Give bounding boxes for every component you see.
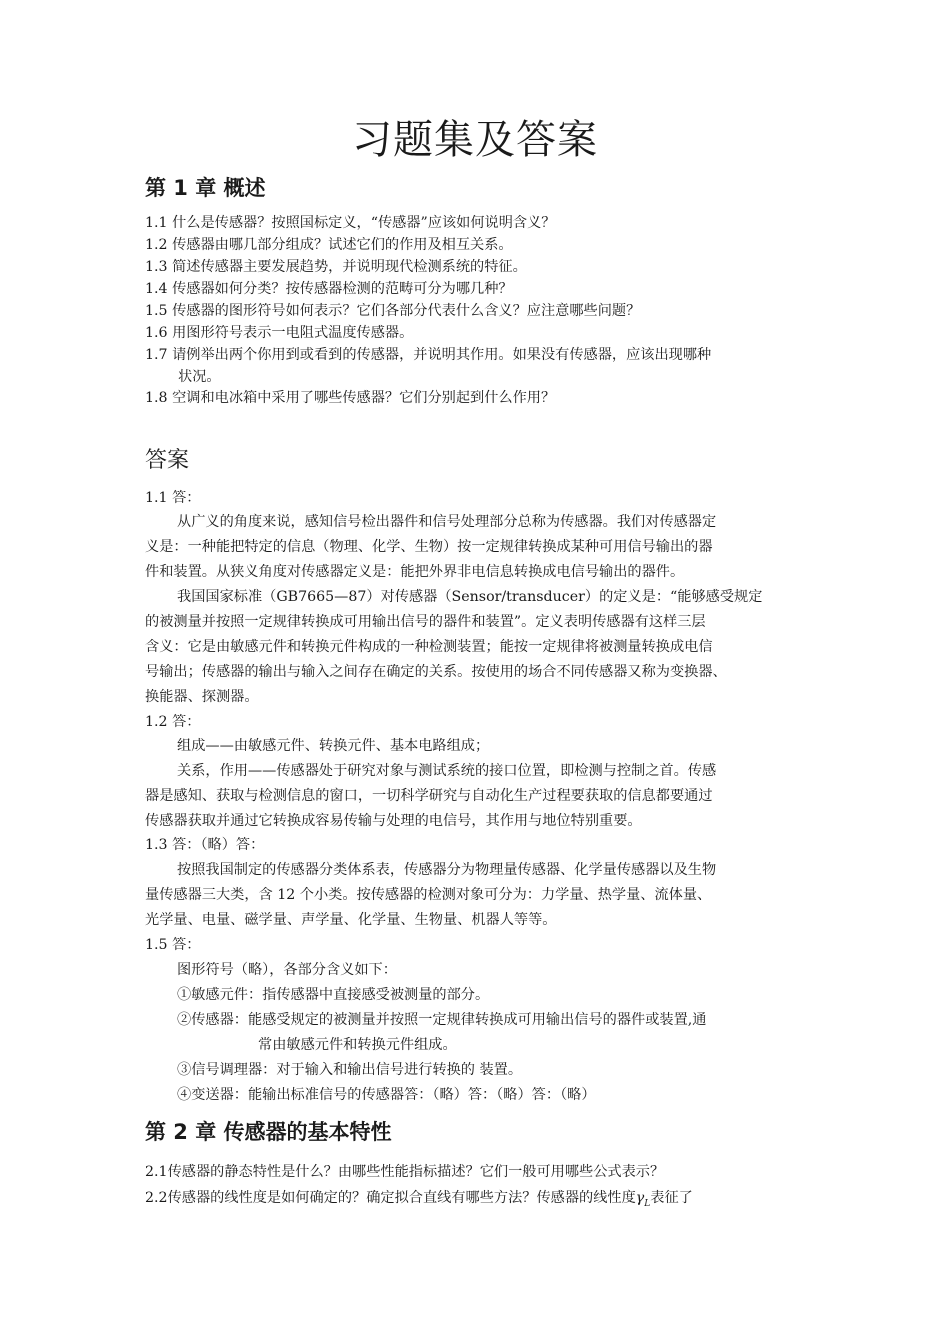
question-number: 1.8 [145,390,168,406]
question-text: 传感器的静态特性是什么？由哪些性能指标描述？它们一般可用哪些公式表示？ [167,1164,665,1180]
document-title: 习题集及答案 [352,117,598,163]
answer-1-3-label: 1.3 答：（略）答： [145,837,265,853]
answer-1-1-label: 1.1 答： [145,490,201,506]
question-1-6 [145,323,815,345]
question-1-2 [145,235,815,257]
question-text: 传感器由哪几部分组成？试述它们的作用及相互关系。 [172,237,513,253]
question-1-1 [145,213,815,235]
question-number: 2.1 [145,1164,168,1180]
answer-1-1-line: 件和装置。从狭义角度对传感器定义是：能把外界非电信息转换成电信号输出的器件。 [145,564,685,580]
answer-1-1-line: 义是：一种能把特定的信息（物理、化学、生物）按一定规律转换成某种可用信号输出的器 [145,539,713,555]
answer-1-3-line: 量传感器三大类，含 12 个小类。按传感器的检测对象可分为：力学量、热学量、流体量、 [145,887,712,903]
answer-1-5-label: 1.5 答： [145,937,201,953]
question-text-continued: 状况。 [178,368,221,385]
question-text: 请例举出两个你用到或看到的传感器，并说明其作用。如果没有传感器，应该出现哪种 [172,347,712,363]
question-text: 用图形符号表示一电阻式温度传感器。 [172,325,414,341]
question-1-5 [145,301,815,323]
answer-1-2-label: 1.2 答： [145,714,201,730]
linearity-symbol: $\gamma_L$ [635,1190,651,1209]
answer-1-3-line: 按照我国制定的传感器分类体系表，传感器分为物理量传感器、化学量传感器以及生物 [177,862,717,878]
answer-1-3-line: 光学量、电量、磁学量、声学量、化学量、生物量、机器人等等。 [145,912,557,928]
question-1-8 [145,388,815,410]
question-number: 1.3 [145,259,168,275]
question-1-4 [145,279,815,301]
question-text: 传感器如何分类？按传感器检测的范畴可分为哪几种？ [172,281,513,297]
question-1-3 [145,257,815,279]
answer-1-1-line: 我国国家标准（GB7665—87）对传感器（Sensor/transducer）的定义是：“能够感受规定 [177,589,763,605]
question-2-2 [145,1188,815,1215]
question-number: 1.4 [145,281,168,297]
answer-1-5-line: ①敏感元件：指传感器中直接感受被测量的部分。 [177,987,490,1003]
question-text: 简述传感器主要发展趋势，并说明现代检测系统的特征。 [172,259,527,275]
answer-1-5-line: 常由敏感元件和转换元件组成。 [258,1037,457,1053]
question-number: 1.6 [145,325,168,341]
answer-1-5-line: ④变送器：能输出标准信号的传感器答：（略）答：（略）答：（略） [177,1087,596,1103]
question-text: 传感器的图形符号如何表示？它们各部分代表什么含义？应注意哪些问题？ [172,303,641,319]
question-2-1 [145,1162,815,1184]
question-number: 1.5 [145,303,168,319]
answer-1-5-line: ②传感器：能感受规定的被测量并按照一定规律转换成可用输出信号的器件或装置,通 [177,1012,707,1028]
question-text: 空调和电冰箱中采用了哪些传感器？它们分别起到什么作用？ [172,390,556,406]
answer-1-1-line: 含义：它是由敏感元件和转换元件构成的一种检测装置；能按一定规律将被测量转换成电信 [145,639,713,655]
answer-1-1-line: 号输出；传感器的输出与输入之间存在确定的关系。按使用的场合不同传感器又称为变换器、 [145,664,727,680]
answers-heading: 答案 [145,448,190,473]
question-number: 1.2 [145,237,168,253]
answer-1-1-line: 换能器、探测器。 [145,689,259,705]
answer-1-2-line: 传感器获取并通过它转换成容易传输与处理的电信号，其作用与地位特别重要。 [145,813,642,829]
question-number: 1.7 [145,347,168,363]
answer-1-2-line: 关系，作用——传感器处于研究对象与测试系统的接口位置，即检测与控制之首。传感 [177,763,717,779]
chapter-1-heading: 第 1 章 概述 [145,176,266,200]
answer-1-5-line: ③信号调理器：对于输入和输出信号进行转换的 装置。 [177,1062,523,1078]
question-text: 传感器的线性度是如何确定的？确定拟合直线有哪些方法？传感器的线性度 [167,1190,636,1206]
answer-1-2-line: 组成——由敏感元件、转换元件、基本电路组成； [177,738,490,754]
question-text-tail: 表征了 [650,1190,693,1206]
question-number: 1.1 [145,215,168,231]
answer-1-5-line: 图形符号（略），各部分含义如下： [177,962,397,978]
answer-1-1-line: 的被测量并按照一定规律转换成可用输出信号的器件和装置”。定义表明传感器有这样三层 [145,614,706,630]
answer-1-1-line: 从广义的角度来说，感知信号检出器件和信号处理部分总称为传感器。我们对传感器定 [177,514,717,530]
question-number: 2.2 [145,1190,168,1206]
question-text: 什么是传感器？按照国标定义，“传感器”应该如何说明含义？ [172,215,556,231]
question-1-7 [145,345,815,388]
chapter-2-heading: 第 2 章 传感器的基本特性 [145,1120,392,1144]
answer-1-2-line: 器是感知、获取与检测信息的窗口，一切科学研究与自动化生产过程要获取的信息都要通过 [145,788,713,804]
